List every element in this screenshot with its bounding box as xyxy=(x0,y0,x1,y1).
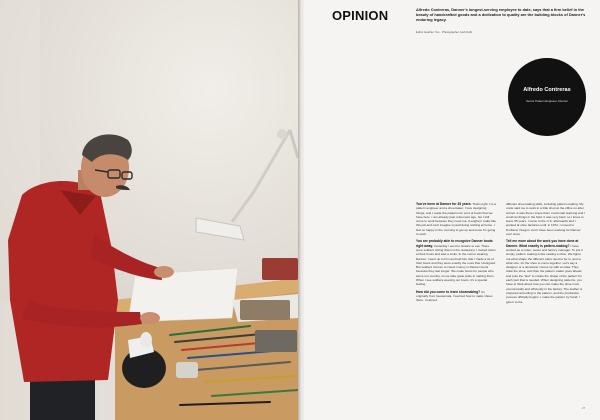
answer-text: I have worked as a cutter, sewer and factory manager. To put it simply, pattern making is like casting a shoe. We figure out what shape the different parts need to be in, and to what size, for the shoe to come together. Let's say a designer or a developer comes up with an idea. They draw the shoe, and then the pattern maker goes ahead and puts the "last" to create the shape of the pattern for each part that is needed. When designing patterns, you have to think about how you can make the shoe most economically and efficiently in the factory. The leather is prepared according to the pattern, and the production process officially begins. I make the pattern by hand; I give it to the xyxy=(506,243,583,304)
question-text: How did you come to learn shoemaking? xyxy=(416,289,481,294)
qa-block xyxy=(506,202,586,236)
qa-block xyxy=(416,290,496,303)
page-number: 27 xyxy=(582,406,586,410)
question-text: You are probably able to recognize Danner boots right away. xyxy=(416,239,493,248)
qa-block xyxy=(506,239,586,303)
answer-text: That's right. I'm a pattern engineer and a shoemaker. I love designing things, and I made the patterns for a lot of boots that we have here. I am already past retirement age, but I still come to work because they need me. (Laughs) I really like this job and can't imagine myself doing nothing at home. I feel so happy in the morning to get up and know I'm going to work. xyxy=(416,202,496,237)
profile-role: Senior Pattern Engineer, Danner xyxy=(526,99,568,103)
article-column-1 xyxy=(416,202,496,306)
question-text: You've been at Danner for 45 years. xyxy=(416,202,472,206)
intro-text: Alfredo Contreras, Danner's longest-serving employee to date, says that a firm belief in the beauty of handcrafted goods and a dedication to quality are the building blocks of Danner's enduring legacy. xyxy=(416,7,586,23)
article-column-2 xyxy=(506,202,586,307)
credits-line: Editor Heather Yeo · Photographer Josh Kahl xyxy=(416,30,472,34)
profile-badge xyxy=(508,58,586,136)
answer-text: I'm originally from Guatemala. I learned how to make shoes there. I learned xyxy=(416,289,493,303)
answer-text: different shoemaking skills, including pattern-making. My uncle said me to work in a little shop at the office on after school. It was there I knew that I could start learning and I could do things in the field. It was very hard, so I knew to leave 55 years. I came to the U.S. afterwards and I worked at shoe factories until, in 1972, I moved to Portland, Oregon. And I have been working for Danner ever since. xyxy=(506,202,585,237)
question-text: Tell me more about the work you have done at Danner. What exactly is pattern-making? xyxy=(506,239,579,248)
qa-block xyxy=(416,202,496,236)
answer-text: Yesterday I went to Gratice to eat. There were soldiers sitting down in the restaurant. I looked down at their boots and saw a smile: In the corner wearing Danner. I went up to him and told him that I made a lot of their boots and they were exactly the ones that I designed. But soldiers choose to invest money in Danner boots because they last longer. We make boots for people who serve our country, so we take great pride in making them. When I see soldiers wearing our boots, it's a special feeling. xyxy=(416,243,496,287)
desk-lamp-icon xyxy=(196,129,298,240)
article-page xyxy=(304,0,600,420)
section-title: OPINION xyxy=(332,8,389,23)
profile-name: Alfredo Contreras xyxy=(523,87,571,93)
qa-block xyxy=(416,239,496,286)
